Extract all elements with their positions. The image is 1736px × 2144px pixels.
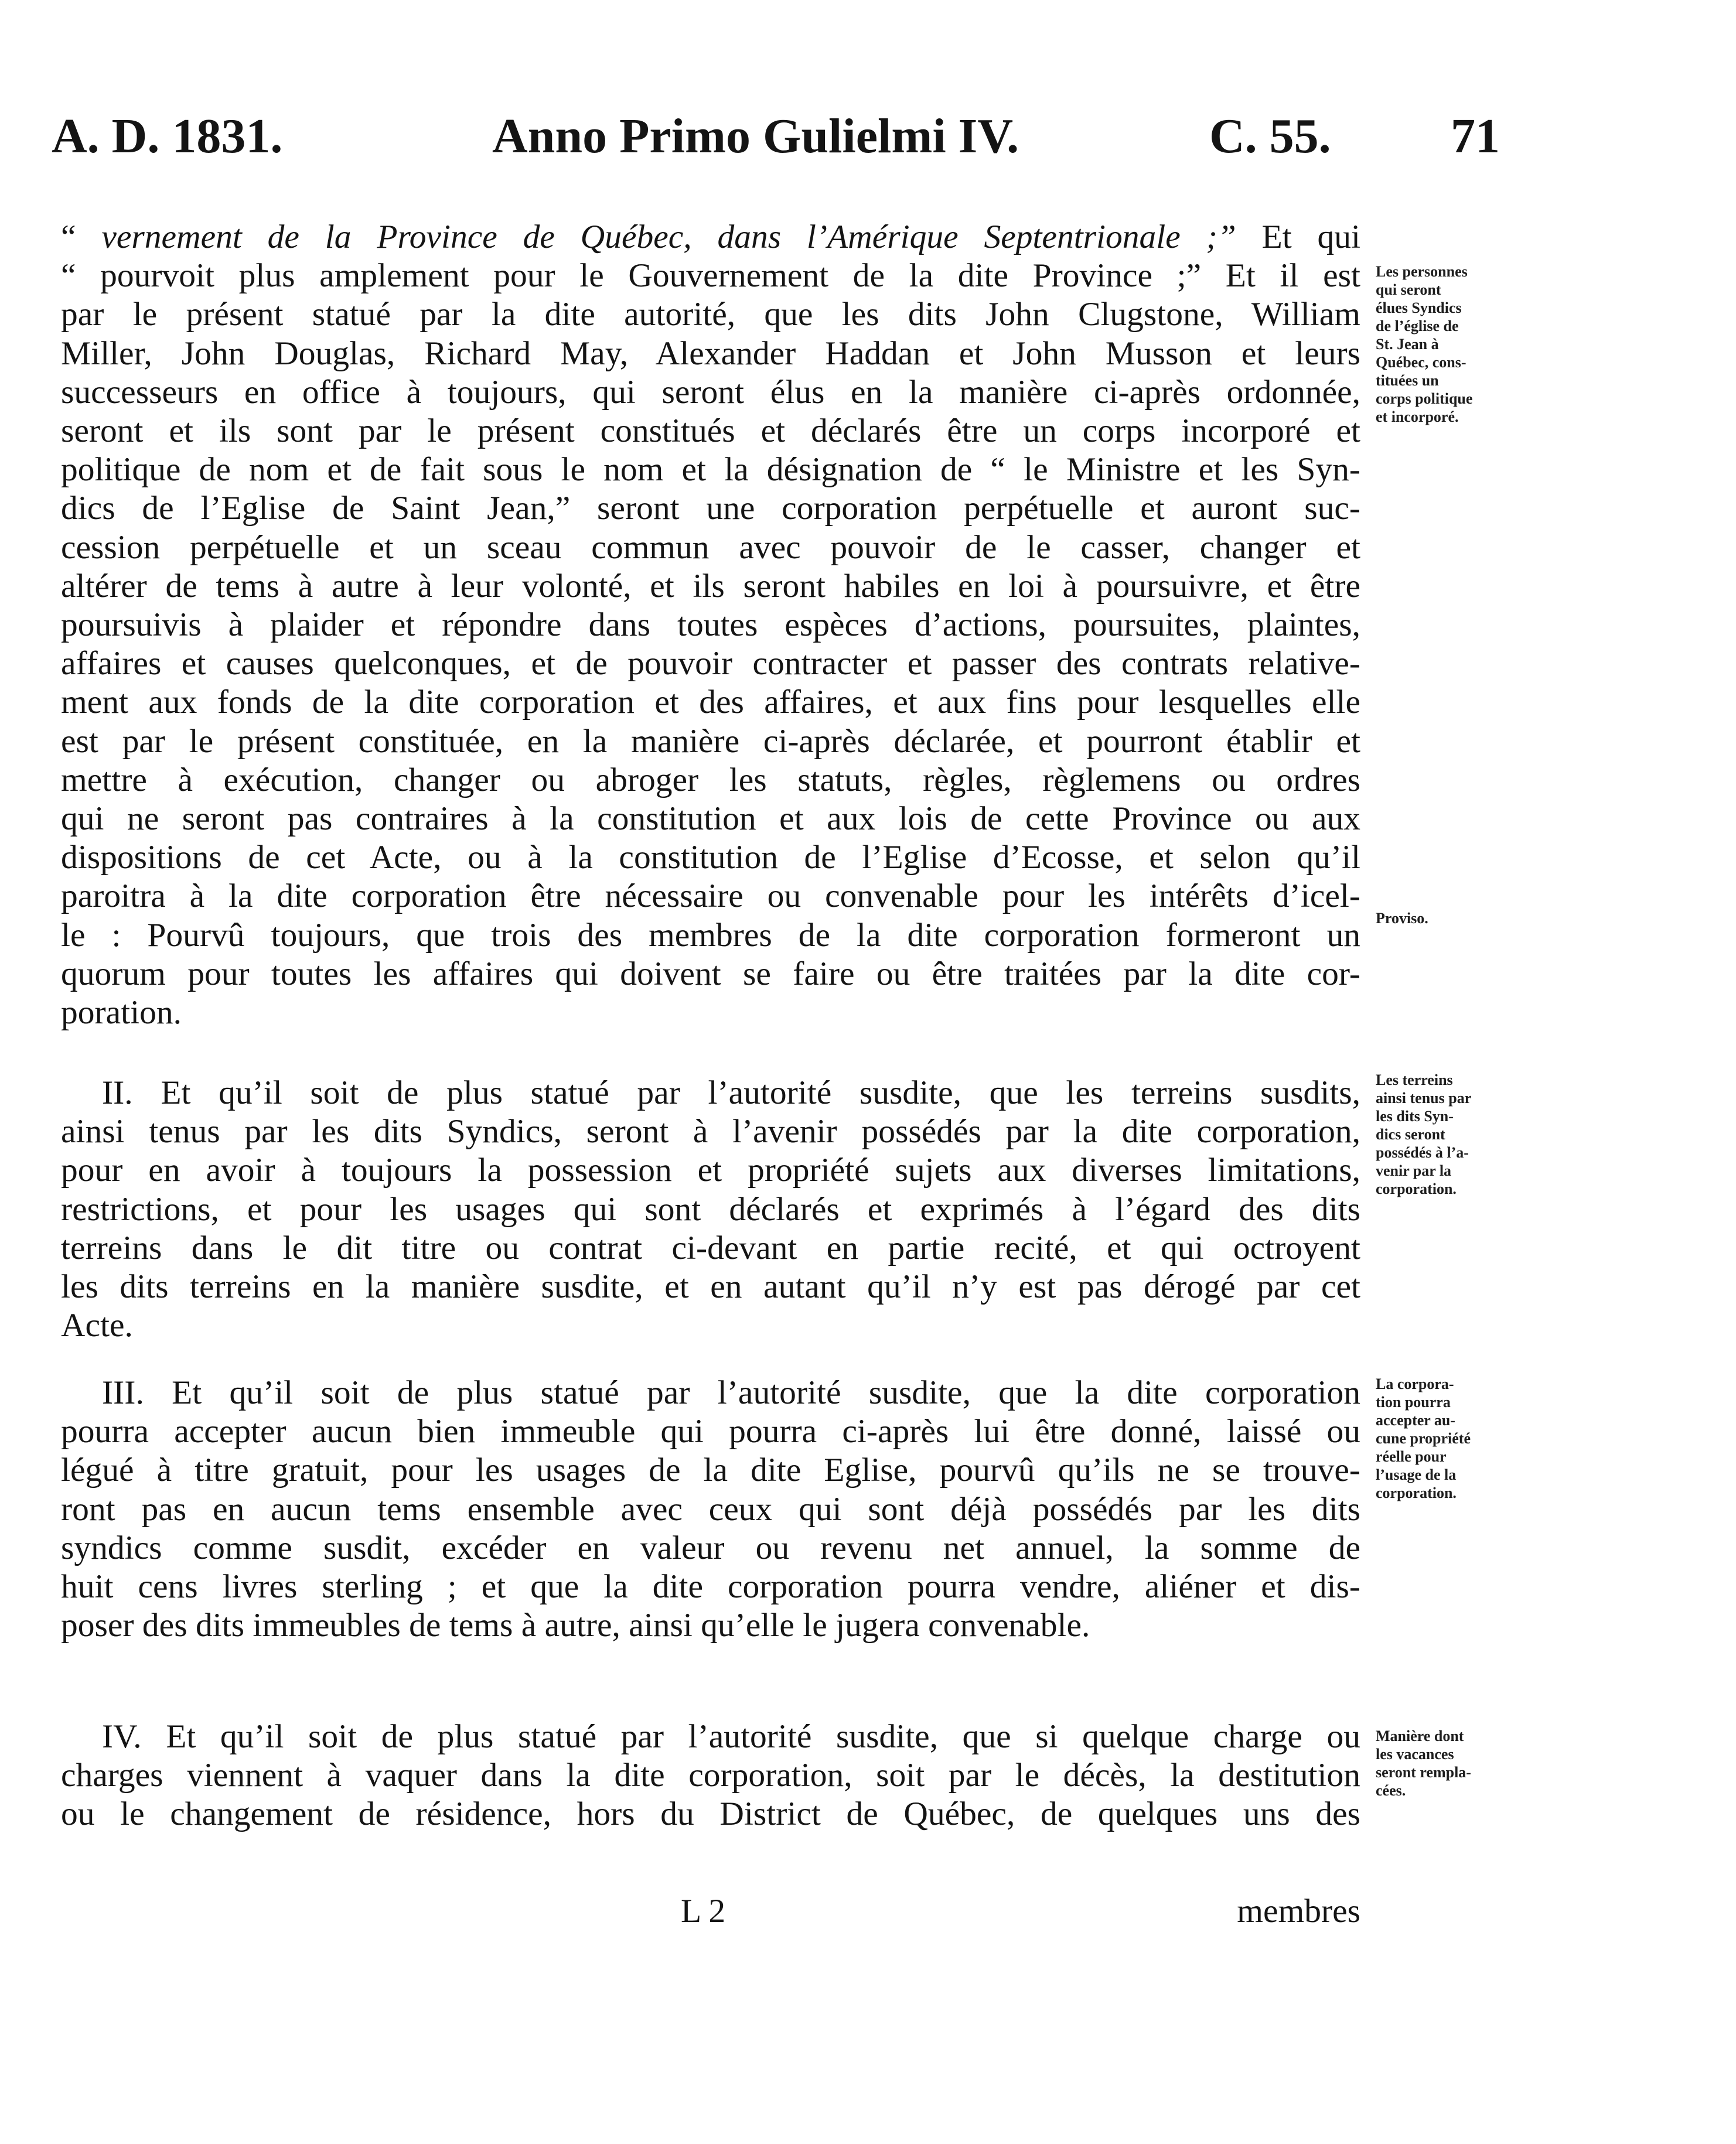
paragraph-line: altérer de tems à autre à leur volonté, et ils seront habiles en loi à poursuivre, et être [61,567,1360,605]
margin-note-line: St. Jean à [1376,336,1439,353]
paragraph-line: “ vernement de la Province de Québec, dans l’Amérique Septentrionale ;” Et qui [61,219,1360,255]
paragraph-line: terreins dans le dit titre ou contrat ci-devant en partie recité, et qui octroyent [61,1229,1360,1266]
margin-note-line: Les terreins [1376,1071,1453,1088]
margin-note-line: accepter au- [1376,1412,1455,1429]
paragraph-3 [61,1374,1360,1645]
running-header [52,104,1551,169]
italic-title: vernement de la Province de Québec, dans l’Amérique Septentrionale ;” [101,219,1236,255]
signature-mark: L 2 [681,1893,726,1930]
paragraph-line: ront pas en aucun tems ensemble avec ceux qui sont déjà possédés par les dits [61,1490,1360,1528]
paragraph-2 [61,1074,1360,1345]
margin-note-line: réelle pour [1376,1448,1447,1465]
paragraph-line: quorum pour toutes les affaires qui doivent se faire ou être traitées par la dite cor- [61,955,1360,992]
margin-note-line: élues Syndics [1376,299,1462,316]
paragraph-line: légué à titre gratuit, pour les usages de la dite Eglise, pourvû qu’ils ne se trouve- [61,1452,1360,1489]
paragraph-line: ainsi tenus par les dits Syndics, seront à l’avenir possédés par la dite corporation, [61,1113,1360,1150]
margin-note-4 [1376,1375,1528,1502]
paragraph-line: syndics comme susdit, excéder en valeur ou revenu net annuel, la somme de [61,1529,1360,1566]
margin-note-2 [1376,909,1528,927]
paragraph-line: successeurs en office à toujours, qui seront élus en la manière ci-après ordonnée, [61,373,1360,411]
paragraph-line: ou le changement de résidence, hors du District de Québec, de quelques uns des [61,1795,1360,1833]
paragraph-line: pourra accepter aucun bien immeuble qui pourra ci-après lui être donné, laissé ou [61,1413,1360,1450]
header-year: A. D. 1831. [52,109,283,163]
paragraph-line: huit cens livres sterling ; et que la dite corporation pourra vendre, aliéner et dis- [61,1568,1360,1606]
catchword: membres [1237,1893,1360,1930]
paragraph-line: est par le présent constituée, en la manière ci-après déclarée, et pourront établir et [61,722,1360,760]
paragraph-line: par le présent statué par la dite autorité, que les dits John Clugstone, William [61,296,1360,333]
margin-note-1 [1376,262,1528,426]
paragraph-line: cession perpétuelle et un sceau commun avec pouvoir de le casser, changer et [61,528,1360,566]
paragraph-line: IV. Et qu’il soit de plus statué par l’autorité susdite, que si quelque charge ou [102,1718,1360,1755]
margin-note-line: les dits Syn- [1376,1108,1454,1125]
margin-note-5 [1376,1727,1528,1800]
paragraph-line: poser des dits immeubles de tems à autre, ainsi qu’elle le jugera convenable. [61,1607,1090,1644]
paragraph-line: II. Et qu’il soit de plus statué par l’autorité susdite, que les terreins susdits, [102,1074,1360,1111]
paragraph-line: les dits terreins en la manière susdite, et en autant qu’il n’y est pas dérogé par cet [61,1268,1360,1306]
margin-note-line: possédés à l’a- [1376,1144,1469,1161]
margin-note-line: ainsi tenus par [1376,1090,1472,1107]
page-footer [61,1891,1360,1932]
paragraph-line: III. Et qu’il soit de plus statué par l’autorité susdite, que la dite corporation [102,1374,1360,1411]
paragraph-line: politique de nom et de fait sous le nom et la désignation de “ le Ministre et les Syn- [61,451,1360,489]
margin-note-line: les vacances [1376,1746,1454,1763]
margin-note-line: dics seront [1376,1126,1445,1143]
margin-note-line: Les personnes [1376,263,1468,280]
margin-note-line: cune propriété [1376,1430,1471,1447]
margin-note-line: corporation. [1376,1180,1457,1197]
paragraph-line: dics de l’Eglise de Saint Jean,” seront une corporation perpétuelle et auront suc- [61,490,1360,527]
paragraph-line: affaires et causes quelconques, et de pouvoir contracter et passer des contrats relative- [61,645,1360,682]
margin-note-line: tituées un [1376,372,1439,389]
paragraph-line: mettre à exécution, changer ou abroger les statuts, règles, règlemens ou ordres [61,761,1360,798]
margin-note-line: Proviso. [1376,910,1428,927]
margin-note-line: qui seront [1376,281,1441,298]
paragraph-line: le : Pourvû toujours, que trois des membres de la dite corporation formeront un [61,916,1360,954]
margin-note-line: corps politique [1376,390,1473,407]
page-number: 71 [1451,109,1500,163]
margin-note-line: de l’église de [1376,317,1459,334]
paragraph-line: seront et ils sont par le présent constitués et déclarés être un corps incorporé et [61,412,1360,450]
paragraph-line: qui ne seront pas contraires à la constitution et aux lois de cette Province ou aux [61,800,1360,838]
header-chapter: C. 55. [1209,109,1331,163]
margin-note-line: venir par la [1376,1162,1452,1179]
margin-note-line: cées. [1376,1782,1406,1799]
paragraph-line: ment aux fonds de la dite corporation et des affaires, et aux fins pour lesquelles elle [61,684,1360,721]
margin-note-line: Québec, cons- [1376,354,1466,371]
paragraph-line: poursuivis à plaider et répondre dans toutes espèces d’actions, poursuites, plaintes, [61,606,1360,644]
margin-note-line: tion pourra [1376,1394,1451,1411]
margin-note-line: La corpora- [1376,1375,1454,1392]
margin-note-line: seront rempla- [1376,1764,1471,1781]
paragraph-line: dispositions de cet Acte, ou à la constitution de l’Eglise d’Ecosse, et selon qu’il [61,839,1360,876]
paragraph-line: restrictions, et pour les usages qui sont déclarés et exprimés à l’égard des dits [61,1190,1360,1228]
paragraph-line: “ pourvoit plus amplement pour le Gouvernement de la dite Province ;” Et il est [61,257,1360,295]
margin-note-line: l’usage de la [1376,1466,1457,1483]
paragraph-line: charges viennent à vaquer dans la dite corporation, soit par le décès, la destitution [61,1757,1360,1794]
paragraph-line: Miller, John Douglas, Richard May, Alexander Haddan et John Musson et leurs [61,334,1360,372]
paragraph-line: paroitra à la dite corporation être nécessaire ou convenable pour les intérêts d’icel- [61,878,1360,915]
margin-note-line: corporation. [1376,1484,1457,1501]
margin-note-line: et incorporé. [1376,408,1459,425]
paragraph-4 [61,1718,1360,1834]
paragraph-1 [61,218,1360,1032]
paragraph-line: poration. [61,994,182,1032]
margin-note-line: Manière dont [1376,1728,1464,1744]
paragraph-line: pour en avoir à toujours la possession et propriété sujets aux diverses limitations, [61,1152,1360,1189]
header-title: Anno Primo Gulielmi IV. [492,109,1019,163]
paragraph-line: Acte. [61,1307,133,1344]
margin-note-3 [1376,1071,1528,1198]
